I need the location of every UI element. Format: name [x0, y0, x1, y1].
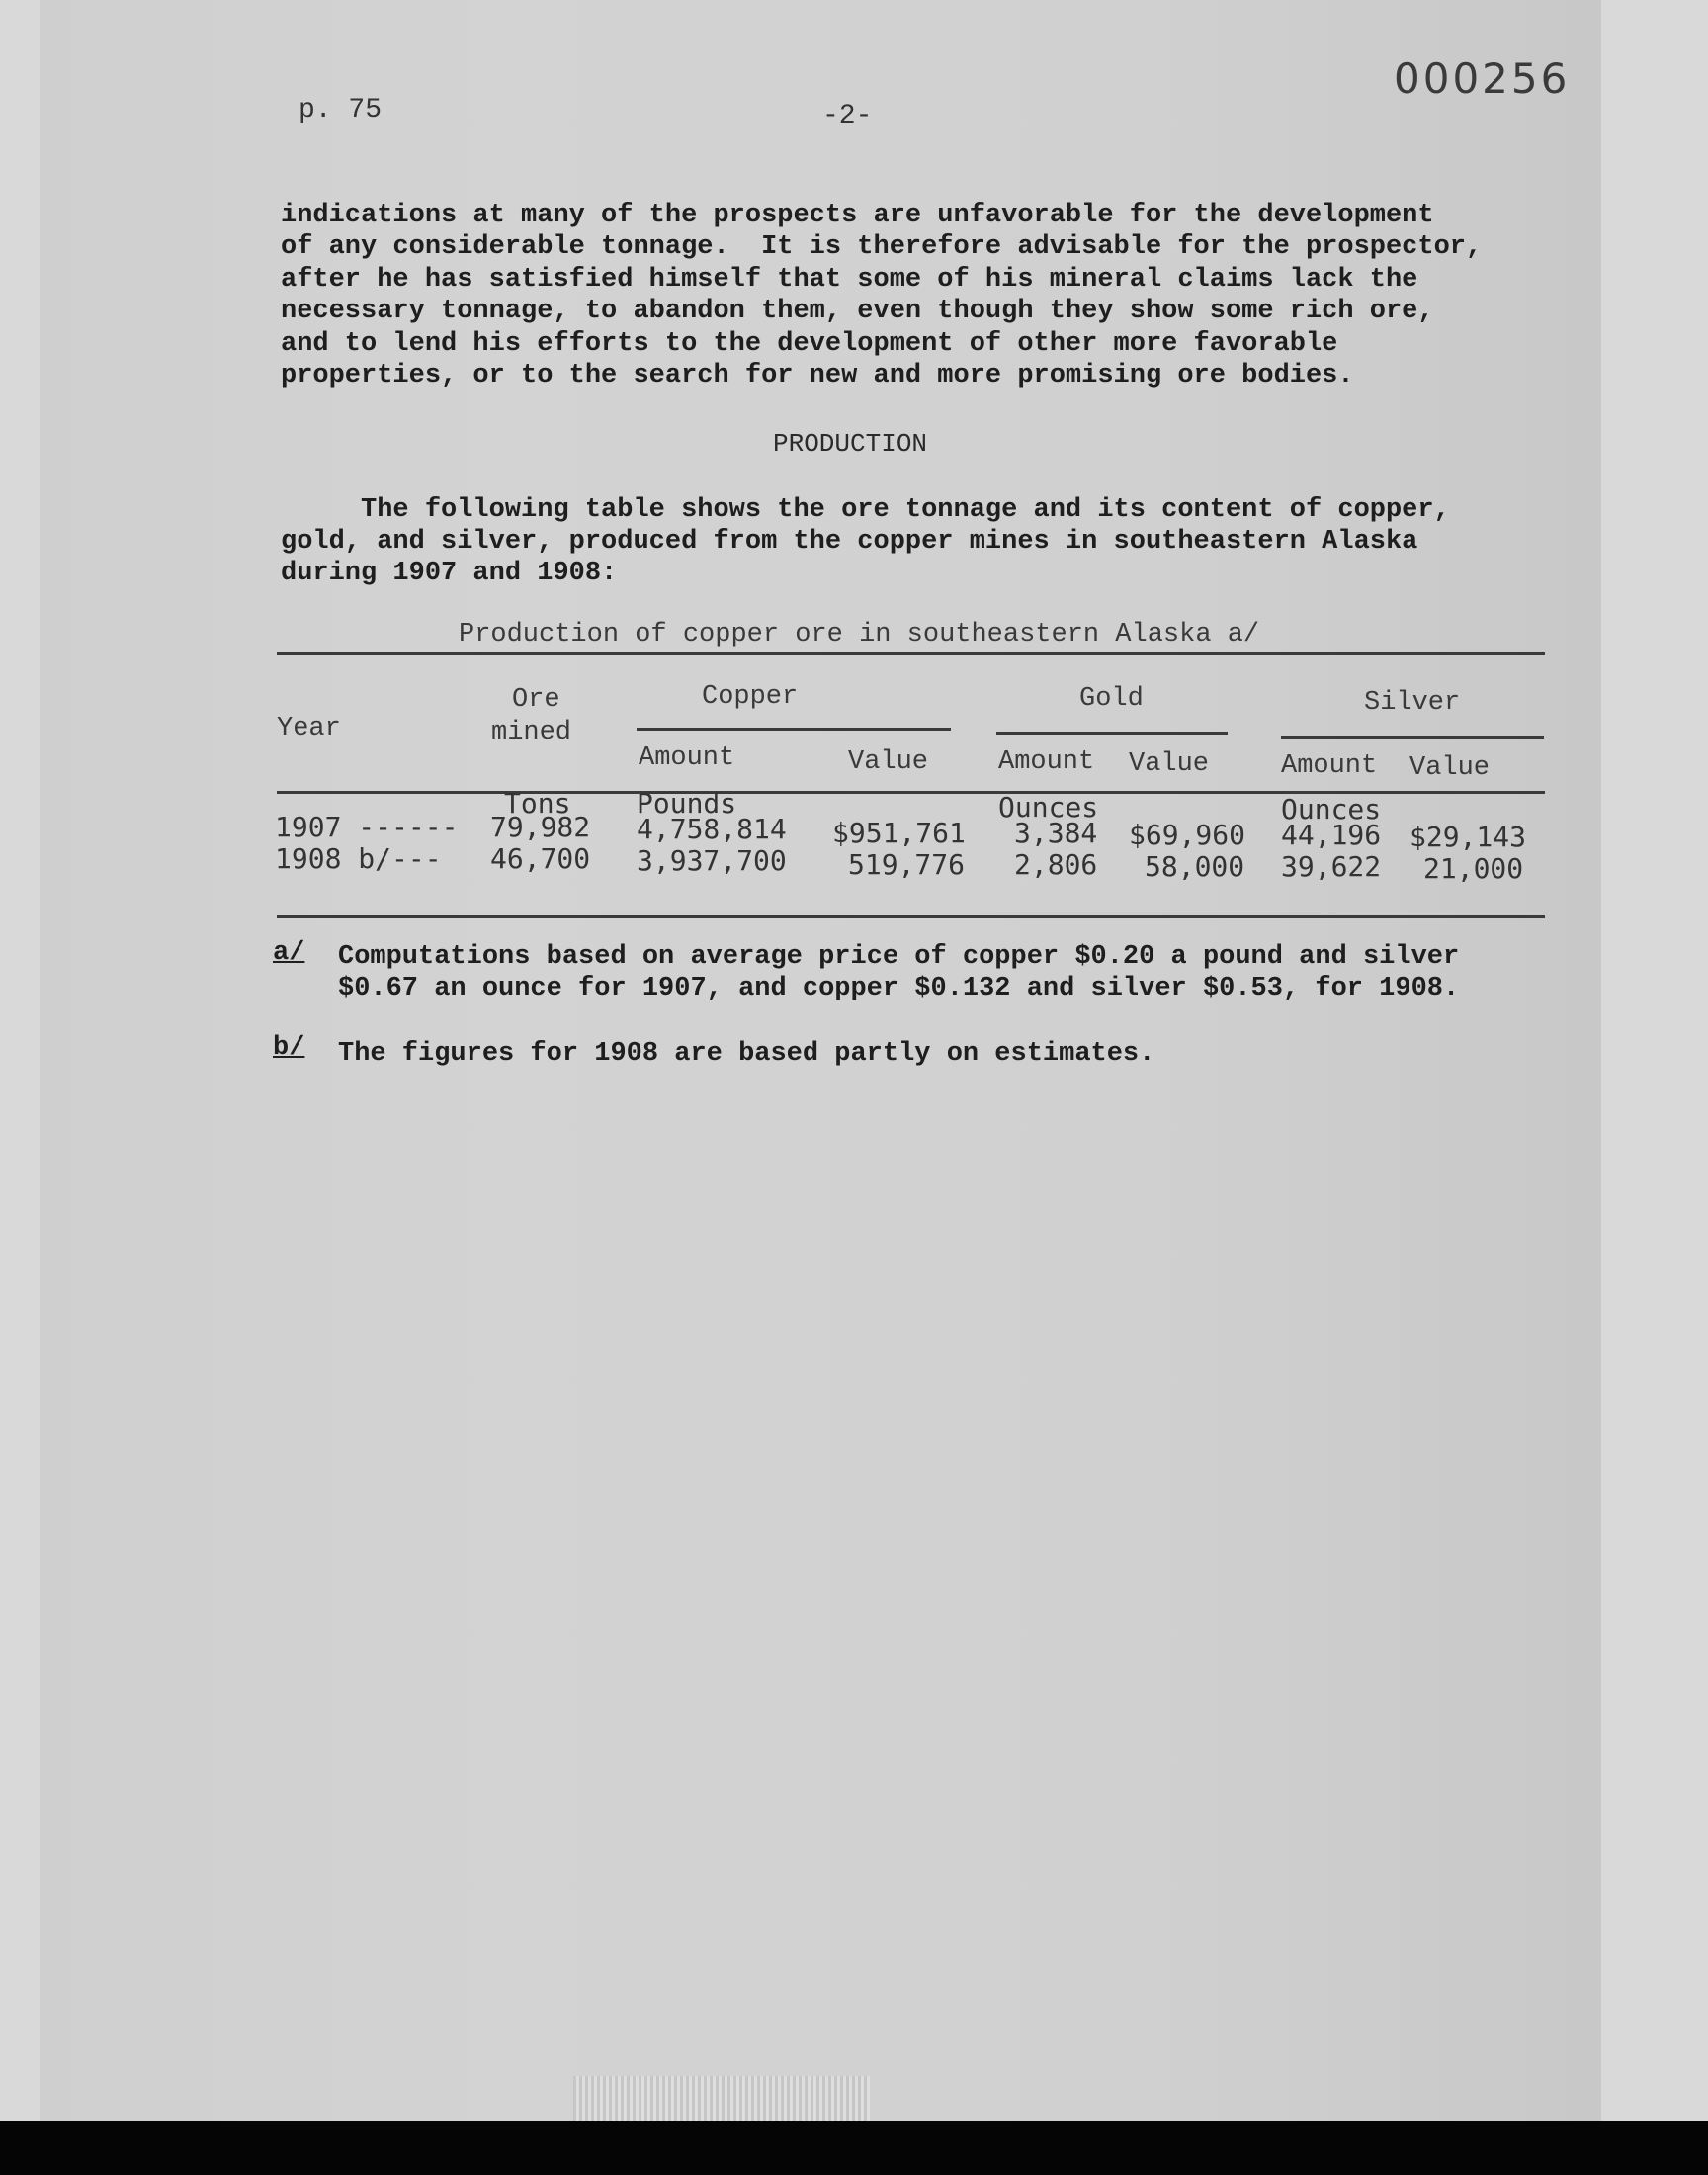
header-year: Year	[277, 714, 341, 743]
header-copper-value: Value	[848, 747, 929, 777]
silver-group-rule	[1281, 736, 1544, 739]
header-silver: Silver	[1364, 688, 1461, 718]
page-reference: p. 75	[299, 95, 383, 126]
cell-ore: 79,982	[490, 811, 591, 843]
unit-ounces-gold: Ounces	[998, 791, 1099, 824]
table-title: Production of copper ore in southeastern Alaska a/	[459, 620, 1260, 650]
scan-artifact-strip	[573, 2076, 870, 2121]
section-heading: PRODUCTION	[773, 429, 928, 459]
text-line: properties, or to the search for new and more promising ore bodies.	[281, 361, 1354, 391]
header-copper-amount: Amount	[639, 743, 735, 773]
text-line: of any considerable tonnage. It is therefore advisable for the prospector,	[281, 232, 1483, 262]
cell-ore: 46,700	[490, 842, 591, 875]
page-number: -2-	[822, 101, 873, 131]
cell-copper-value: $951,761	[832, 817, 966, 849]
cell-gold-amount: 2,806	[1014, 848, 1098, 881]
header-copper: Copper	[702, 682, 799, 712]
cell-gold-value: 58,000	[1145, 850, 1245, 883]
unit-ounces-silver: Ounces	[1281, 793, 1382, 826]
text-line: indications at many of the prospects are unfavorable for the development	[281, 201, 1434, 230]
text-line: after he has satisfied himself that some of his mineral claims lack the	[281, 265, 1418, 295]
unit-pounds: Pounds	[637, 787, 737, 820]
scan-bottom-band	[0, 2121, 1708, 2175]
cell-gold-value: $69,960	[1129, 819, 1246, 851]
header-ore-line2: mined	[491, 718, 572, 747]
cell-copper-value: 519,776	[848, 848, 966, 881]
cell-copper-amount: 4,758,814	[637, 813, 787, 845]
cell-copper-amount: 3,937,700	[637, 844, 787, 877]
cell-year: 1907 ------	[275, 811, 459, 843]
cell-silver-amount: 39,622	[1281, 850, 1382, 883]
footnote-text: Computations based on average price of copper $0.20 a pound and silver	[338, 942, 1460, 972]
document-page	[40, 0, 1601, 2121]
footnote-text: $0.67 an ounce for 1907, and copper $0.132 and silver $0.53, for 1908.	[338, 974, 1460, 1003]
cell-silver-amount: 44,196	[1281, 819, 1382, 851]
document-number-stamp: 000256	[1394, 54, 1571, 103]
unit-tons: Tons	[504, 787, 571, 820]
footnote-text: The figures for 1908 are based partly on estimates.	[338, 1039, 1155, 1069]
footnote-mark: b/	[273, 1033, 305, 1063]
cell-silver-value: $29,143	[1409, 821, 1527, 853]
table-top-rule	[277, 652, 1545, 655]
table-bottom-rule	[277, 915, 1545, 918]
copper-group-rule	[637, 728, 951, 731]
header-gold-value: Value	[1129, 749, 1210, 779]
header-silver-value: Value	[1409, 753, 1491, 783]
text-line: necessary tonnage, to abandon them, even though they show some rich ore,	[281, 297, 1434, 326]
cell-gold-amount: 3,384	[1014, 817, 1098, 849]
gold-group-rule	[996, 732, 1228, 735]
header-silver-amount: Amount	[1281, 751, 1378, 781]
text-line: during 1907 and 1908:	[281, 559, 618, 588]
header-gold: Gold	[1079, 684, 1144, 714]
text-line: and to lend his efforts to the development of other more favorable	[281, 329, 1338, 359]
cell-year: 1908 b/---	[275, 842, 442, 875]
text-line: gold, and silver, produced from the copper mines in southeastern Alaska	[281, 527, 1418, 557]
footnote-mark: a/	[273, 938, 305, 968]
cell-silver-value: 21,000	[1423, 852, 1524, 885]
header-gold-amount: Amount	[998, 747, 1095, 777]
text-line: The following table shows the ore tonnage and its content of copper,	[281, 495, 1450, 525]
header-ore-line1: Ore	[512, 685, 560, 715]
